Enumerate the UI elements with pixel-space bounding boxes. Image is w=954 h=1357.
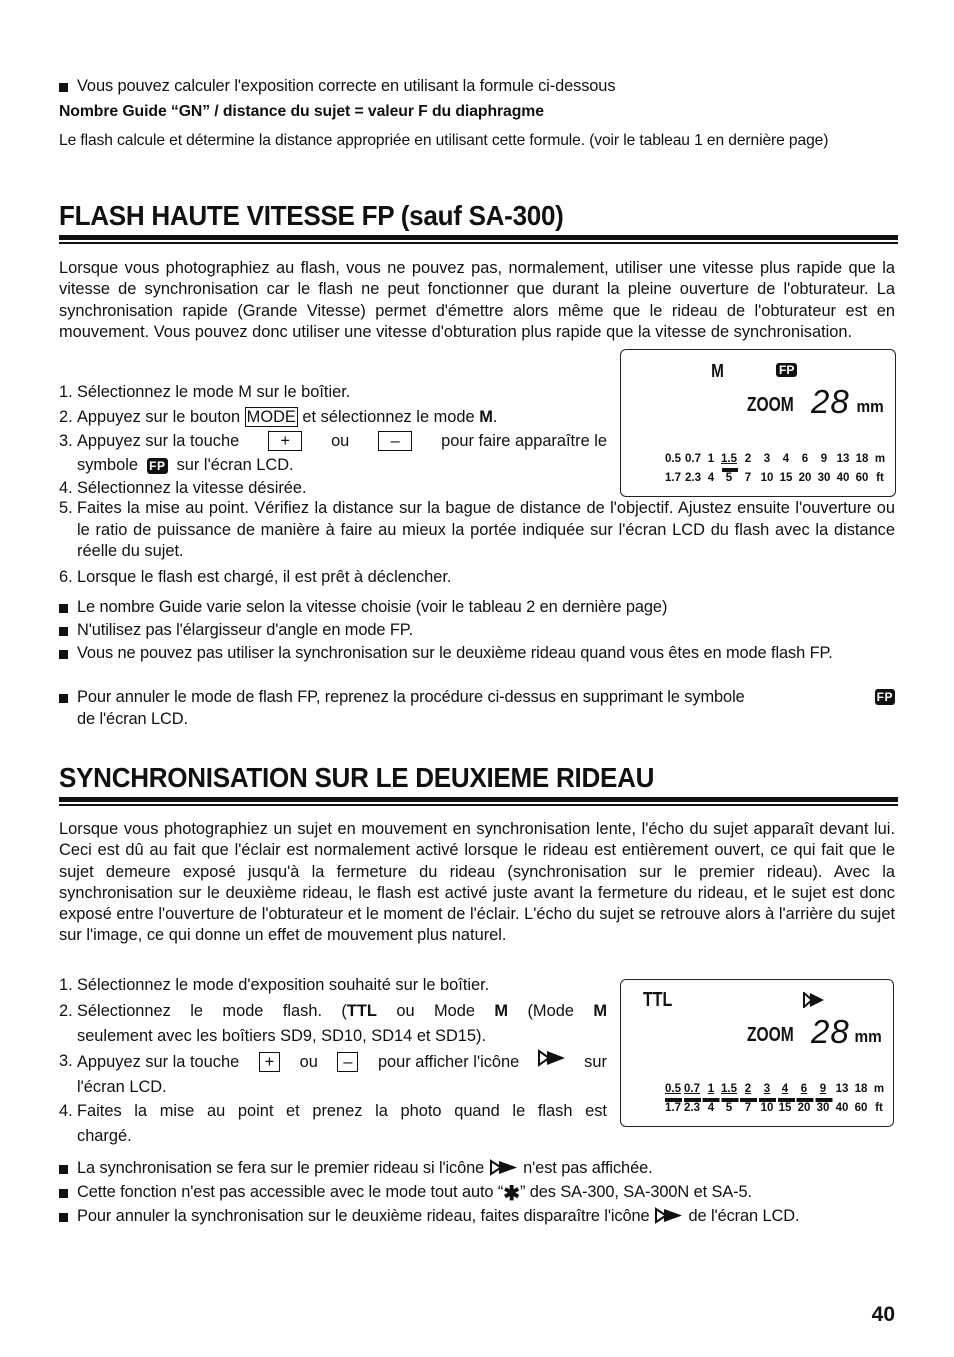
scale-tick: 30 <box>816 1102 830 1114</box>
lcd-mode: TTL <box>643 989 673 1011</box>
step-1 <box>59 380 609 404</box>
scale-tick: 1.7 <box>665 1102 681 1114</box>
text: Sélectionnez le mode flash. ( <box>77 1002 347 1020</box>
fp-bullet <box>59 643 895 665</box>
mode-m: M <box>479 408 493 426</box>
lcd-zoom-label: ZOOM <box>747 1024 794 1046</box>
fp-icon: FP <box>149 458 166 473</box>
scale-tick: 1 <box>707 453 715 465</box>
rear-curtain-icon <box>803 992 825 1013</box>
step-2 <box>59 405 609 429</box>
scale-tick: 60 <box>855 472 869 484</box>
step-3 <box>59 429 607 477</box>
text: pour afficher l'icône <box>377 1052 520 1071</box>
step-number: 6. <box>59 568 73 586</box>
scale-tick: 5 <box>725 1102 733 1114</box>
minus-key: – <box>337 1052 358 1072</box>
bullet-square-icon <box>59 650 68 659</box>
step-text: Sélectionnez la vitesse désirée. <box>77 479 307 497</box>
fp-bullet <box>59 687 895 730</box>
step-number: 1. <box>59 383 73 401</box>
scale-tick: 3 <box>763 453 771 465</box>
text: . <box>492 408 498 426</box>
scale-tick: 13 <box>836 453 850 465</box>
scale-tick: 40 <box>835 1102 849 1114</box>
text: Pour annuler la synchronisation sur le deuxième rideau, faites disparaître l'icône <box>77 1207 650 1225</box>
scale-tick: 40 <box>836 472 850 484</box>
bullet-text <box>77 687 895 730</box>
step-2 <box>59 999 607 1049</box>
heading-rule <box>59 242 898 244</box>
scale-tick: 1.5 <box>721 1083 737 1095</box>
section-fp-paragraph <box>59 258 895 343</box>
scale-tick: 9 <box>820 453 828 465</box>
step-number: 4. <box>59 1102 73 1120</box>
step-number: 3. <box>59 1052 73 1070</box>
section-title-fp: FLASH HAUTE VITESSE FP (sauf SA-300) <box>59 200 564 231</box>
text: Pour annuler le mode de flash FP, reprenez la procédure ci-dessus en supprimant le symbole <box>77 688 745 706</box>
scale-tick: 2 <box>744 1083 752 1095</box>
scale-tick: 7 <box>744 472 752 484</box>
bullet-text: N'utilisez pas l'élargisseur d'angle en mode FP. <box>77 621 413 639</box>
scale-tick: 2.3 <box>684 1102 700 1114</box>
scale-tick: 1.5 <box>721 453 737 465</box>
scale-tick: 18 <box>855 453 869 465</box>
scale-tick: 0.7 <box>684 1083 700 1095</box>
step-number: 3. <box>59 432 73 450</box>
bullet-text: Le nombre Guide varie selon la vitesse choisie (voir le tableau 2 en dernière page) <box>77 598 668 616</box>
scale-unit: m <box>873 1083 885 1095</box>
text: ou Mode <box>376 1002 495 1020</box>
heading-rule <box>59 235 898 240</box>
rear-curtain-icon <box>537 1049 567 1075</box>
scale-tick: 2 <box>744 453 752 465</box>
rear-curtain-icon <box>489 1159 519 1177</box>
step-6 <box>59 565 895 589</box>
rear-bullet <box>59 1158 895 1180</box>
plus-key: + <box>259 1052 281 1072</box>
step-1 <box>59 973 607 997</box>
step-number: 1. <box>59 976 73 994</box>
step-number: 2. <box>59 1002 73 1020</box>
formula: Nombre Guide “GN” / distance du sujet = valeur F du diaphragme <box>59 103 544 120</box>
text: ” des SA-300, SA-300N et SA-5. <box>519 1183 752 1201</box>
step-number: 5. <box>59 499 73 517</box>
scale-tick: 4 <box>707 472 715 484</box>
lcd-zoom-value: 28 <box>811 1013 850 1050</box>
lcd-display-rear-curtain <box>620 979 894 1127</box>
text: n'est pas affichée. <box>523 1159 653 1177</box>
lcd-zoom-unit: mm <box>854 1027 882 1046</box>
text: de l'écran LCD. <box>77 709 188 728</box>
section-title-rear-curtain: SYNCHRONISATION SUR LE DEUXIEME RIDEAU <box>59 762 655 793</box>
scale-tick: 15 <box>778 1102 792 1114</box>
fp-bullet <box>59 597 895 619</box>
text: La synchronisation se fera sur le premier rideau si l'icône <box>77 1159 485 1177</box>
scale-tick: 4 <box>781 1083 789 1095</box>
scale-tick: 20 <box>797 1102 811 1114</box>
scale-tick: 9 <box>819 1083 827 1095</box>
scale-tick: 6 <box>801 453 809 465</box>
text: de l'écran LCD. <box>688 1207 800 1225</box>
lcd-zoom-label: ZOOM <box>747 394 794 416</box>
rear-bullet <box>59 1182 895 1206</box>
scale-tick: 13 <box>835 1083 849 1095</box>
paragraph-text: Lorsque vous photographiez au flash, vous ne pouvez pas, normalement, utiliser une vitesse plus rapide que la vitesse de synchronisation car le flash ne peut fonctionner que durant la pleine ouverture de l'obturateur. La synchronisation rapide (Grande Vitesse) permet d'émettre alors même que le rideau de l'obturateur est en mouvement. Vous pouvez donc utiliser une vitesse d'obturation plus rapide que la vitesse de synchronisation. <box>59 259 895 341</box>
step-text-line2: seulement avec les boîtiers SD9, SD10, SD14 et SD15). <box>77 1027 487 1045</box>
step-text <box>77 429 607 453</box>
text: Appuyez sur la touche <box>77 1052 240 1071</box>
scale-unit: ft <box>875 1102 883 1114</box>
lcd-display-fp <box>620 349 896 497</box>
rear-bullet <box>59 1206 895 1228</box>
scale-tick: 6 <box>800 1083 808 1095</box>
scale-tick: 3 <box>763 1083 771 1095</box>
step-text-line2 <box>77 453 607 477</box>
fp-bullet <box>59 620 895 642</box>
bullet-square-icon <box>59 1213 68 1222</box>
scale-tick: 30 <box>817 472 831 484</box>
text: et sélectionnez le mode <box>297 408 480 426</box>
step-text: Faites la mise au point et prenez la photo quand le flash est <box>77 1102 607 1120</box>
scale-tick: 20 <box>798 472 812 484</box>
bullet-text <box>77 1158 895 1180</box>
scale-tick: 10 <box>760 472 774 484</box>
scale-tick: 1 <box>707 1083 715 1095</box>
step-number: 4. <box>59 479 73 497</box>
step-5 <box>59 498 895 563</box>
lcd-mode: M <box>711 361 724 381</box>
rear-curtain-icon <box>654 1207 684 1225</box>
scale-tick: 18 <box>854 1083 868 1095</box>
text: ou <box>331 432 350 450</box>
bullet-square-icon <box>59 1165 68 1174</box>
text: sur l'écran LCD. <box>176 456 294 474</box>
text: Cette fonction n'est pas accessible avec le mode tout auto “ <box>77 1183 504 1201</box>
intro-bullet: Vous pouvez calculer l'exposition correcte en utilisant la formule ci-dessous <box>59 76 895 98</box>
scale-tick: 7 <box>744 1102 752 1114</box>
scale-tick: 10 <box>760 1102 774 1114</box>
bullet-square-icon <box>59 627 68 636</box>
minus-key: – <box>378 431 412 451</box>
scale-unit: m <box>874 453 886 465</box>
intro-note: Le flash calcule et détermine la distance appropriée en utilisant cette formule. (voir le tableau 1 en dernière page) <box>59 132 829 149</box>
page-number: 40 <box>871 1303 895 1326</box>
step-text-line2: chargé. <box>77 1127 132 1145</box>
step-number: 2. <box>59 408 73 426</box>
text: sur <box>584 1052 607 1071</box>
bullet-text: Vous ne pouvez pas utiliser la synchronisation sur le deuxième rideau quand vous êtes en mode flash FP. <box>77 644 833 662</box>
step-text <box>77 405 609 429</box>
text: (Mode <box>508 1002 594 1020</box>
lcd-zoom-value: 28 <box>811 383 850 420</box>
scale-tick: 4 <box>782 453 790 465</box>
scale-tick: 1.7 <box>665 472 681 484</box>
step-4 <box>59 476 609 500</box>
text: ou <box>299 1052 318 1071</box>
text: pour faire apparaître le <box>441 432 607 450</box>
scale-tick: 15 <box>779 472 793 484</box>
fp-icon: FP <box>776 363 797 377</box>
mode-m: M <box>593 1002 607 1020</box>
scale-tick: 4 <box>707 1102 715 1114</box>
plus-key: + <box>268 431 302 451</box>
bullet-square-icon <box>59 1189 68 1198</box>
lcd-zoom-unit: mm <box>856 397 884 416</box>
bullet-square-icon <box>59 83 68 92</box>
scale-tick: 0.5 <box>665 1083 681 1095</box>
text: Appuyez sur la touche <box>77 432 240 450</box>
step-text <box>77 999 607 1024</box>
step-text: Lorsque le flash est chargé, il est prêt à déclencher. <box>77 568 452 586</box>
text: Appuyez sur le bouton <box>77 408 245 426</box>
text: symbole <box>77 456 139 474</box>
step-text: Sélectionnez le mode d'exposition souhaité sur le boîtier. <box>77 976 490 994</box>
bullet-text <box>77 1182 895 1206</box>
step-3 <box>59 1049 607 1100</box>
heading-rule <box>59 804 898 806</box>
scale-tick: 0.5 <box>665 453 681 465</box>
step-text <box>77 1049 607 1075</box>
bullet-square-icon <box>59 694 68 703</box>
bullet-text <box>77 1206 895 1228</box>
step-text: Faites la mise au point. Vérifiez la distance sur la bague de distance de l'objectif. Ajustez ensuite l'ouverture ou le ratio de puissance de manière à faire au mieux la portée indiquée sur l'écran LCD du flash avec la distance réelle du sujet. <box>77 499 895 560</box>
scale-unit: ft <box>876 472 884 484</box>
mode-m: M <box>494 1002 509 1020</box>
step-text-line2: l'écran LCD. <box>77 1078 167 1096</box>
ttl-label: TTL <box>346 1002 377 1020</box>
scale-tick: 0.7 <box>685 453 701 465</box>
fp-icon: FP <box>876 690 893 704</box>
auto-mode-icon: ✱ <box>503 1183 520 1205</box>
heading-rule <box>59 797 898 802</box>
scale-tick: 60 <box>854 1102 868 1114</box>
step-4 <box>59 1099 607 1149</box>
bullet-square-icon <box>59 604 68 613</box>
paragraph-text: Lorsque vous photographiez un sujet en mouvement en synchronisation lente, l'écho du sujet apparaît devant lui. Ceci est dû au fait que l'éclair est normalement activé lorsque le rideau est entièrement ouvert, ce qui fait que le sujet demeure exposé jusqu'à la fermeture du rideau (synchronisation sur le premier rideau). Avec la synchronisation sur le deuxième rideau, le flash est activé juste avant la fermeture du rideau, et le sujet est donc exposé entre l'ouverture de l'obturateur et le moment de l'éclair. L'écho du sujet se retrouve alors à l'arrière du sujet sur l'image, ce qui donne un effet de mouvement plus naturel. <box>59 820 895 945</box>
scale-tick: 2.3 <box>685 472 701 484</box>
section-rear-paragraph <box>59 819 895 947</box>
step-text: Sélectionnez le mode M sur le boîtier. <box>77 383 351 401</box>
scale-tick: 5 <box>725 472 733 484</box>
mode-key: MODE <box>246 408 296 426</box>
